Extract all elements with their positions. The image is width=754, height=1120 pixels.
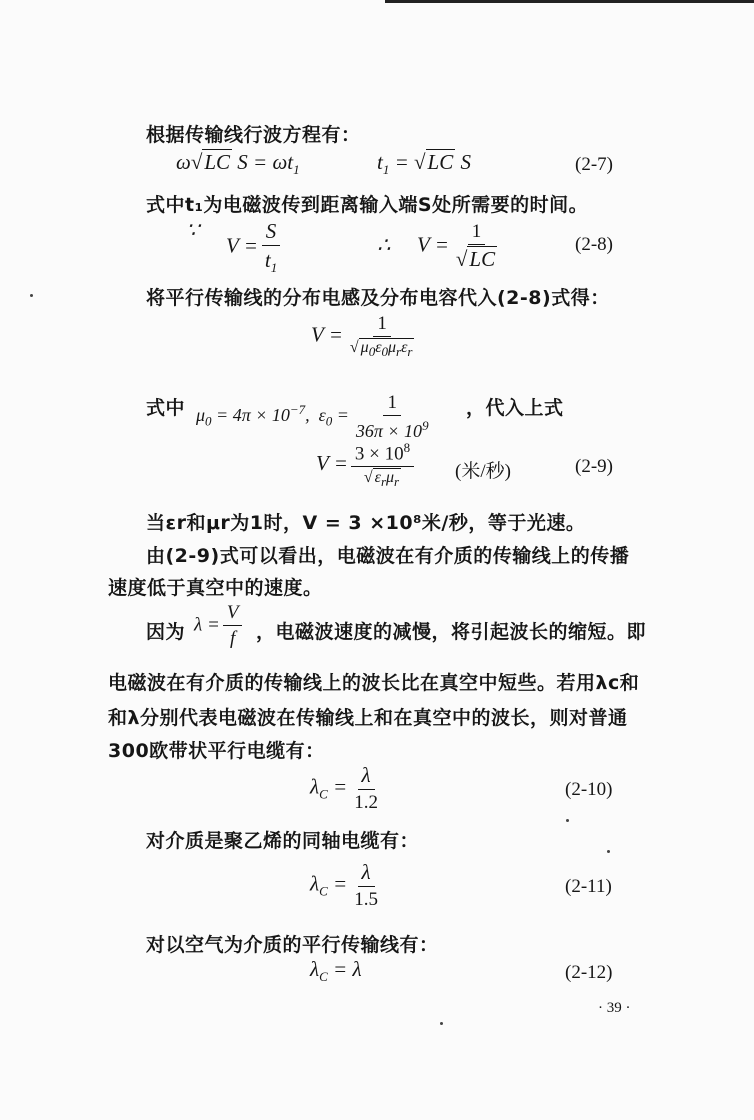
coaxial-cable-text: 对介质是聚乙烯的同轴电缆有：: [146, 830, 420, 852]
speed-of-light-text: 当εr和μr为1时，V = 3 ×10⁸米/秒，等于光速。: [146, 512, 586, 534]
equation-2-7-left: ω√LC $S = \omega t_1$: [176, 150, 300, 178]
page-number: · 39 ·: [598, 1000, 631, 1016]
equation-2-8-right: V = $\frac{1}{√LC}$: [417, 221, 496, 271]
equation-number: (2-8): [575, 234, 613, 255]
where-text: 式中: [146, 397, 186, 419]
paragraph-1-line-1: 由(2-9)式可以看出，电磁波在有介质的传输线上的传播: [146, 545, 630, 567]
equation-number: (2-10): [565, 779, 613, 800]
scan-speck: [440, 1022, 443, 1025]
paragraph-3-line-1: 电磁波在有介质的传输线上的波长比在真空中短些。若用λc和: [108, 672, 640, 694]
equation-number: (2-7): [575, 154, 613, 175]
because-symbol: ∵: [186, 218, 200, 242]
intro-text: 根据传输线行波方程有：: [146, 124, 361, 146]
paragraph-2-suffix: ，电磁波速度的减慢，将引起波长的缩短。即: [256, 621, 647, 643]
substitute-text: ，代入上式: [466, 397, 564, 419]
scan-speck: [607, 850, 610, 853]
equation-2-12: $\lambda_C = \lambda$: [310, 957, 362, 985]
equation-2-11: $\lambda_C$ = $\frac{\lambda}{1.5}$: [310, 860, 378, 910]
top-rule: [385, 0, 754, 3]
therefore-symbol: ∴: [377, 233, 391, 257]
air-line-text: 对以空气为介质的平行传输线有：: [146, 934, 439, 956]
equation-velocity: V = $\frac{1}{√ \mu_0\varepsilon_0\mu_r\varepsilon_r}$: [311, 313, 413, 360]
equation-number: (2-11): [565, 876, 612, 897]
equation-2-8-left: V = $\frac{S}{t_1}$: [226, 219, 284, 276]
equation-number: (2-12): [565, 962, 613, 983]
scan-speck: [566, 819, 569, 822]
scan-speck: [30, 294, 33, 297]
paragraph-1-line-2: 速度低于真空中的速度。: [108, 577, 323, 599]
paragraph-3-line-3: 300欧带状平行电缆有：: [108, 740, 325, 762]
substitution-text: 将平行传输线的分布电感及分布电容代入(2-8)式得：: [146, 287, 610, 309]
mu0-value: $\mu_0 = 4\pi \times 10^{-7}$, $\varepsilon_0$ = $\frac{1}{36\pi \times 10^9}$: [196, 392, 429, 441]
equation-number: (2-9): [575, 456, 613, 477]
equation-2-10: $\lambda_C$ = $\frac{\lambda}{1.2}$: [310, 763, 378, 813]
explanation-text: 式中t₁为电磁波传到距离输入端S处所需要的时间。: [146, 194, 589, 216]
wavelength-formula: λ = $\frac{V}{f}$: [194, 602, 245, 650]
units-label: (米/秒): [455, 461, 511, 482]
equation-2-7-right: $t_1 = √LC$ S: [377, 150, 471, 178]
paragraph-3-line-2: 和λ分别代表电磁波在传输线上和在真空中的波长，则对普通: [108, 707, 628, 729]
equation-2-9: V = $\frac{3 \times 10^8}{√ \varepsilon_r\mu_r}$: [316, 440, 417, 491]
paragraph-2-prefix: 因为: [146, 621, 186, 643]
